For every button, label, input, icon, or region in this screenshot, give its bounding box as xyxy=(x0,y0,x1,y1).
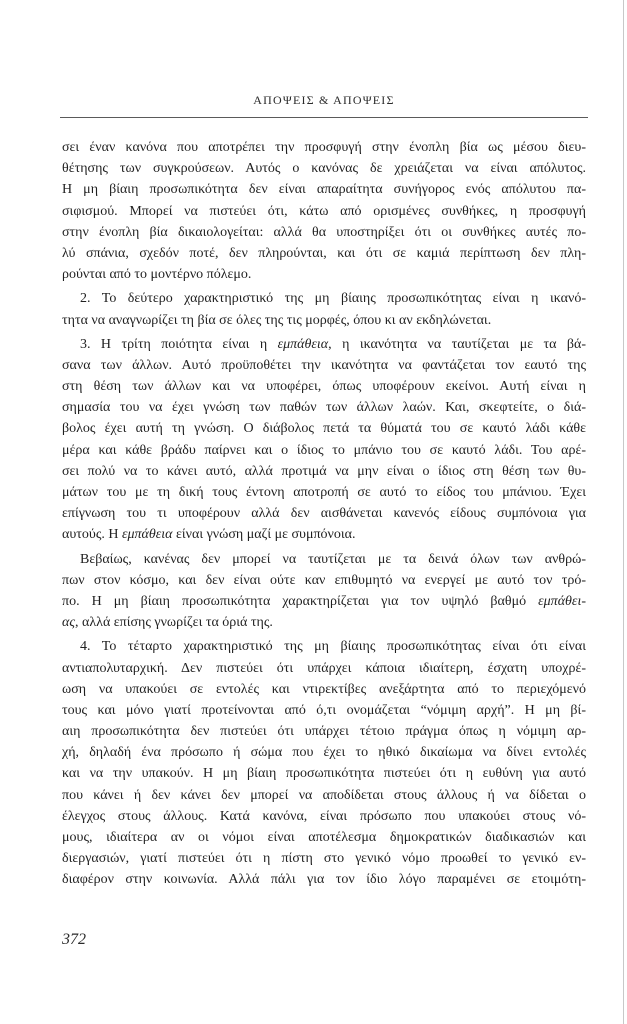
text-run: Βεβαίως, κανένας δεν μπορεί να ταυτίζεται με τα δεινά όλων των ανθρώ- xyxy=(80,551,586,567)
text-line xyxy=(62,869,586,890)
text-run: σει έναν κανόνα που αποτρέπει την προσφυγή στην ένοπλη βία ως μέσου διευ- xyxy=(62,140,586,155)
text-line xyxy=(62,570,586,591)
text-line xyxy=(62,721,586,742)
text-run: 3. Η τρίτη ποιότητα είναι η xyxy=(80,336,278,352)
text-line xyxy=(62,636,586,657)
text-run: στην ένοπλη βία δικαιολογείται: αλλά θα υποστηρίξει ότι οι συνθήκες αυτές πο- xyxy=(62,224,586,240)
text-run: , αλλά επίσης γνωρίζει τα όριά της. xyxy=(75,615,273,631)
body-text xyxy=(62,137,586,891)
header-rule xyxy=(60,117,588,118)
text-line xyxy=(62,334,586,355)
text-line xyxy=(62,376,586,397)
text-line xyxy=(62,137,586,158)
text-line xyxy=(62,658,586,679)
text-run: σει πολύ να το κάνει αυτό, αλλά προτιμά να μην είναι ο ίδιος στη θέση των θυ- xyxy=(62,463,586,479)
page-edge xyxy=(623,0,624,1024)
text-line xyxy=(62,397,586,418)
text-run: είναι γνώση μαζί με συμπόνοια. xyxy=(172,527,356,543)
text-run: επίγνωση του τι υποφέρουν αλλά δεν αισθάνεται κανενός είδους συμπόνοια για xyxy=(62,506,586,522)
text-line xyxy=(62,461,586,482)
text-run: αντιαπολυταρχική. Δεν πιστεύει ότι υπάρχει κάποια ιδιαίτερη, έσχατη υποχρέ- xyxy=(62,660,586,676)
text-run: αυτούς. Η xyxy=(62,527,122,543)
text-line xyxy=(62,243,586,264)
text-line xyxy=(62,785,586,806)
text-run: και να την υπακούν. Η μη βίαιη προσωπικότητα πιστεύει ότι η ευθύνη για αυτό xyxy=(62,766,586,782)
text-line xyxy=(62,418,586,439)
text-run: χή, δηλαδή ένα πρόσωπο ή σώμα που έχει το ηθικό δικαίωμα να δίνει εντολές xyxy=(62,745,586,761)
text-line xyxy=(62,612,586,633)
text-run: σιφισμού. Μπορεί να πιστεύει ότι, κάτω από ορισμένες συνθήκες, η προσφυγή xyxy=(62,203,586,219)
text-run: διαφέρον στην κοινωνία. Αλλά πάλι για τον ίδιο λόγο παραμένει σε ετοιμότη- xyxy=(62,872,586,888)
text-run: μους, ιδιαίτερα αν οι νόμοι είναι αποτέλεσμα δημοκρατικών διαδικασιών και xyxy=(62,830,586,845)
text-line xyxy=(62,288,586,309)
text-run: μέρα και κάθε βράδυ παίρνει και ο ίδιος το μπάνιο του σε καυτό λάδι. Του αρέ- xyxy=(62,442,586,458)
text-run: βολος έχει αυτή τη γνώση. Ο διάβολος πετά τα θύματά του σε καυτό λάδι κάθε xyxy=(62,421,586,437)
text-line xyxy=(62,679,586,700)
page-number: 372 xyxy=(62,931,86,948)
emphasis-text: εμπάθεια xyxy=(277,336,329,352)
text-line xyxy=(62,158,586,179)
text-run: 4. Το τέταρτο χαρακτηριστικό της μη βίαιης προσωπικότητας είναι ότι είναι xyxy=(80,639,586,655)
paragraph xyxy=(62,288,586,330)
text-line xyxy=(62,264,586,285)
text-run: στη θέση των άλλων και να υποφέρει, όπως υποφέρουν εκείνοι. Αυτή είναι η xyxy=(62,379,586,395)
running-head: ΑΠΟΨΕΙΣ & ΑΠΟΨΕΙΣ xyxy=(253,93,395,107)
text-run: πο. Η μη βίαιη προσωπικότητα χαρακτηρίζεται για τον υψηλό βαθμό xyxy=(62,593,539,609)
text-run: που κάνει ή δεν κάνει δεν μπορεί να αποδίδεται στους άλλους ή να δίδεται ο xyxy=(62,787,586,803)
text-run: τητα να αναγνωρίζει τη βία σε όλες της τις μορφές, όπου κι αν εκδηλώνεται. xyxy=(62,312,492,328)
text-line xyxy=(62,742,586,763)
text-line xyxy=(62,549,586,570)
text-run: διεργασιών, γιατί πιστεύει ότι η πίστη στο γενικό νόμο προωθεί το γενικό εν- xyxy=(62,851,586,867)
text-run: μάτων του με τη δική τους έντονη αποτροπή σε αυτό το είδος του μπάνιου. Έχει xyxy=(62,485,586,500)
text-line xyxy=(62,355,586,376)
text-run: ρούνται από το μοντέρνο πόλεμο. xyxy=(62,267,252,283)
paragraph xyxy=(62,334,586,546)
text-line xyxy=(62,503,586,524)
text-line xyxy=(62,201,586,222)
text-line xyxy=(62,179,586,200)
text-run: ωση να υπακούει σε εντολές και ντιρεκτίβες ανεξάρτητα από το περιεχόμενό xyxy=(62,681,586,697)
text-line xyxy=(62,591,586,612)
text-line xyxy=(62,310,586,331)
text-line xyxy=(62,848,586,869)
text-line xyxy=(62,222,586,243)
emphasis-text: εμπάθει- xyxy=(538,593,586,609)
text-line xyxy=(62,700,586,721)
text-run: λύ σπάνια, σχεδόν ποτέ, δεν πληρούνται, και ότι σε καμιά περίπτωση δεν πλη- xyxy=(62,245,586,261)
text-line xyxy=(62,827,586,848)
text-line xyxy=(62,524,586,545)
paragraph xyxy=(62,137,586,285)
text-run: αιη προσωπικότητα δεν πιστεύει ότι υπάρχει τέτοιο πράγμα όπως η νόμιμη αρ- xyxy=(62,724,586,740)
text-run: θέτησης των συγκρούσεων. Αυτός ο κανόνας δε χρειάζεται να είναι απόλυτος. xyxy=(62,161,586,177)
text-run: σανα των άλλων. Αυτό προϋποθέτει την ικανότητα να φαντάζεται τον εαυτό της xyxy=(62,357,586,373)
text-line xyxy=(62,482,586,503)
text-line xyxy=(62,440,586,461)
text-line xyxy=(62,806,586,827)
emphasis-text: εμπάθεια xyxy=(121,527,173,543)
text-line xyxy=(62,763,586,784)
text-run: Η μη βίαιη προσωπικότητα δεν είναι απαραίτητα συνήγορος ενός απόλυτου πα- xyxy=(62,182,586,198)
text-run: πων στον κόσμο, και δεν είναι ούτε καν επιθυμητό να ενεργεί με αυτό τον τρό- xyxy=(62,572,586,588)
text-run: τους και μόνο γιατί προτείνονται από ό,τι ονομάζεται “νόμιμη αρχή”. Η μη βί- xyxy=(62,702,586,718)
text-run: έλεγχος στους άλλους. Κατά κανόνα, είναι πρόσωπο που υπακούει στους νό- xyxy=(62,808,586,824)
text-run: σημασία του να έχει γνώση των παθών των άλλων λαών. Και, σκεφτείτε, ο διά- xyxy=(62,400,586,416)
emphasis-text: ας xyxy=(62,615,76,631)
text-run: , η ικανότητα να ταυτίζεται με τα βά- xyxy=(328,336,587,352)
text-run: 2. Το δεύτερο χαρακτηριστικό της μη βίαιης προσωπικότητας είναι η ικανό- xyxy=(80,291,586,307)
paragraph xyxy=(62,636,586,890)
paragraph xyxy=(62,549,586,634)
